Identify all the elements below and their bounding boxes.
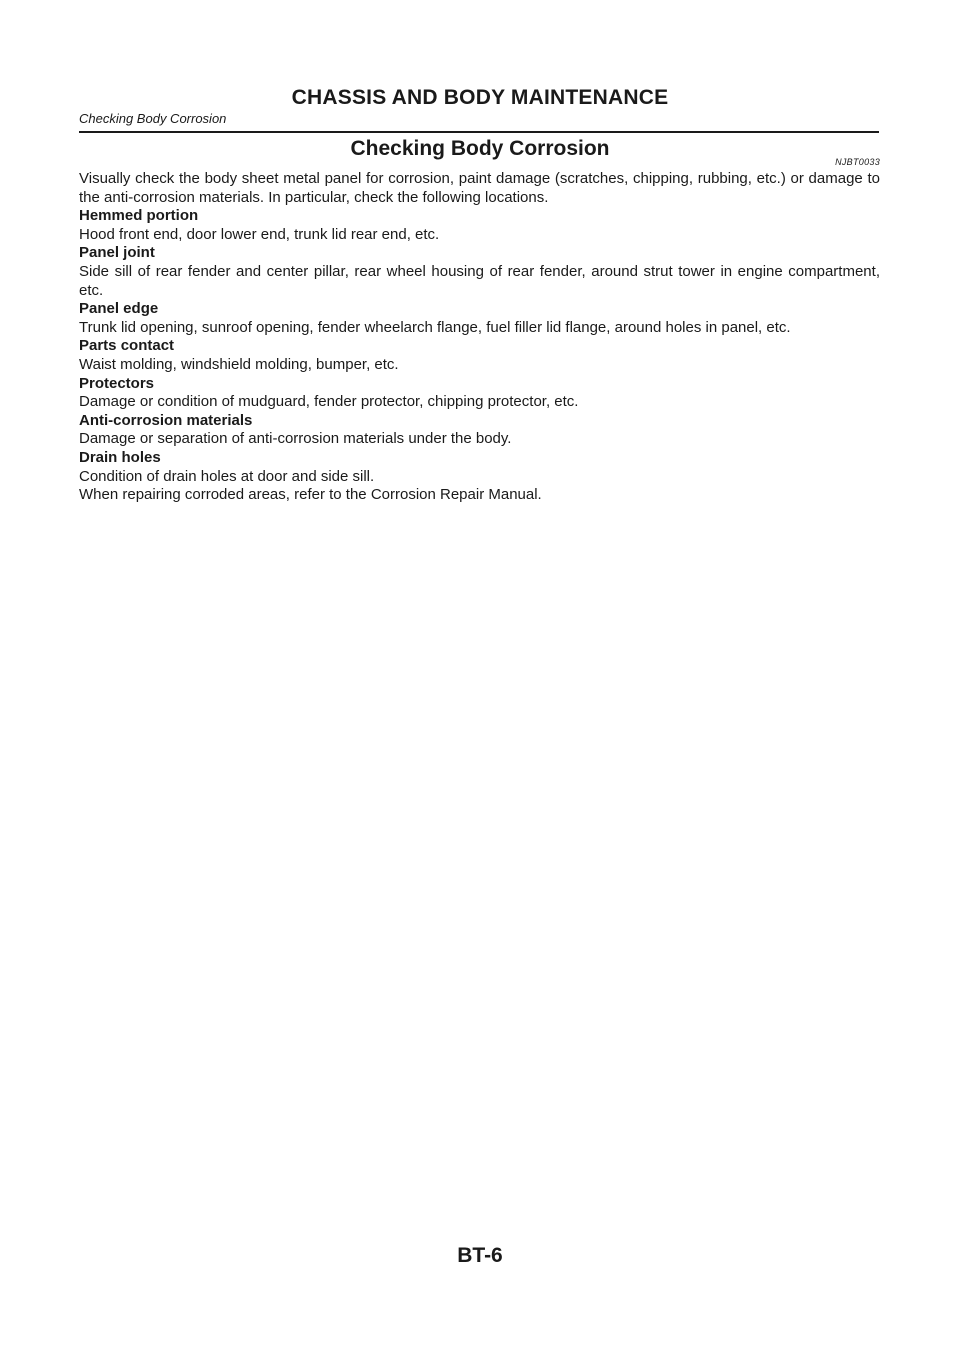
location-text-panel-joint: Side sill of rear fender and center pillar, rear wheel housing of rear fender, around strut tower in engine compartment, etc.: [79, 262, 880, 299]
location-heading-panel-edge: Panel edge: [79, 300, 159, 318]
location-text-parts-contact: Waist molding, windshield molding, bumper, etc.: [79, 355, 399, 373]
location-heading-protectors: Protectors: [79, 374, 155, 392]
closing-paragraph: When repairing corroded areas, refer to the Corrosion Repair Manual.: [79, 486, 542, 504]
location-heading-panel-joint: Panel joint: [79, 244, 155, 262]
section-title: Checking Body Corrosion: [350, 137, 610, 160]
location-heading-hemmed-portion: Hemmed portion: [79, 207, 199, 225]
intro-paragraph: Visually check the body sheet metal panel for corrosion, paint damage (scratches, chipping, rubbing, etc.) or damage to the anti-corrosion materials. In particular, check the following locations.: [79, 170, 880, 206]
page-number: BT-6: [457, 1244, 503, 1267]
location-text-hemmed-portion: Hood front end, door lower end, trunk lid rear end, etc.: [79, 225, 440, 243]
page-header-title: CHASSIS AND BODY MAINTENANCE: [291, 86, 669, 109]
section-body: [79, 170, 880, 505]
section-reference-code: NJBT0033: [835, 157, 880, 167]
page-header-subtitle: Checking Body Corrosion: [79, 111, 227, 126]
location-text-protectors: Damage or condition of mudguard, fender protector, chipping protector, etc.: [79, 393, 579, 411]
location-text-panel-edge: Trunk lid opening, sunroof opening, fender wheelarch flange, fuel filler lid flange, around holes in panel, etc.: [79, 318, 791, 336]
location-heading-drain-holes: Drain holes: [79, 448, 161, 466]
location-text-drain-holes: Condition of drain holes at door and side sill.: [79, 467, 375, 485]
location-text-anti-corrosion-materials: Damage or separation of anti-corrosion materials under the body.: [79, 430, 512, 448]
location-heading-anti-corrosion-materials: Anti-corrosion materials: [79, 411, 253, 429]
location-heading-parts-contact: Parts contact: [79, 337, 175, 355]
header-divider: [79, 131, 879, 133]
